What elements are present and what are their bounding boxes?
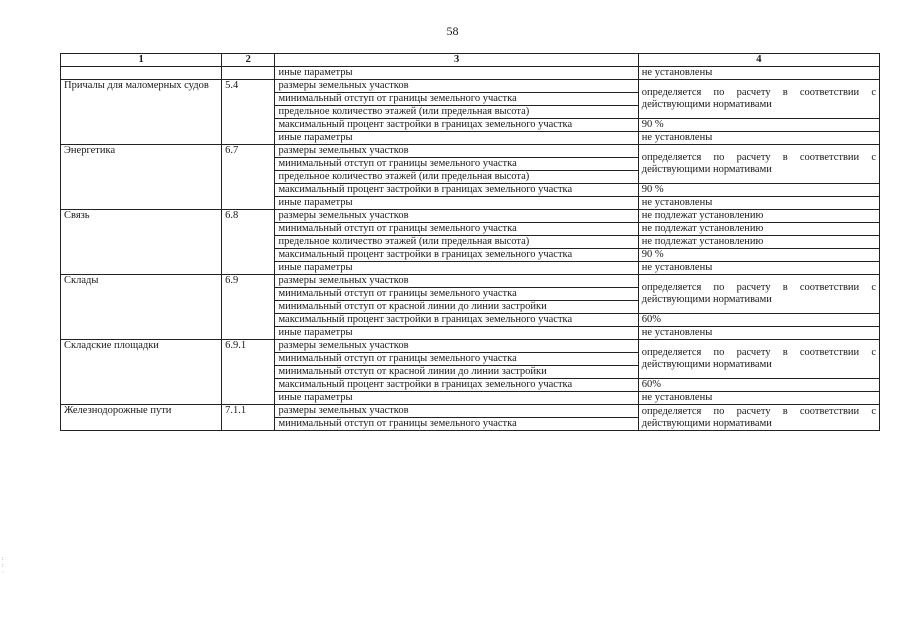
zoning-parameters-table	[60, 53, 880, 431]
margin-mark: : : ·	[2, 556, 4, 576]
page-number: 58	[446, 24, 459, 38]
parameter-name: минимальный отступ от границы земельного участка	[275, 223, 638, 236]
parameter-value: не установлены	[638, 392, 879, 405]
land-use-code: 6.9	[222, 275, 275, 340]
land-use-name: Причалы для маломерных судов	[61, 80, 222, 145]
land-use-code: 6.7	[222, 145, 275, 210]
land-use-code: 6.8	[222, 210, 275, 275]
parameter-value: не подлежат установлению	[638, 210, 879, 223]
parameter-name: максимальный процент застройки в границах земельного участка	[275, 379, 638, 392]
parameter-value: не подлежат установлению	[638, 223, 879, 236]
parameter-name: иные параметры	[275, 262, 638, 275]
column-header-4: 4	[638, 54, 879, 67]
parameter-value: 90 %	[638, 184, 879, 197]
parameter-name: иные параметры	[275, 132, 638, 145]
land-use-name: Железнодорожные пути	[61, 405, 222, 431]
land-use-name	[61, 67, 222, 80]
parameter-value: 90 %	[638, 119, 879, 132]
table-header-row	[61, 54, 880, 67]
parameter-name: максимальный процент застройки в границах земельного участка	[275, 249, 638, 262]
merged-parameter-value: определяется по расчету в соответствии с действующими нормативами	[638, 340, 879, 379]
merged-parameter-value: определяется по расчету в соответствии с действующими нормативами	[638, 80, 879, 119]
parameter-name: размеры земельных участков	[275, 275, 638, 288]
column-header-2: 2	[222, 54, 275, 67]
merged-parameter-value: определяется по расчету в соответствии с действующими нормативами	[638, 405, 879, 431]
parameter-value: не установлены	[638, 67, 879, 80]
parameter-value: не установлены	[638, 262, 879, 275]
table-row	[61, 210, 880, 223]
land-use-name: Складские площадки	[61, 340, 222, 405]
parameter-name: минимальный отступ от красной линии до линии застройки	[275, 366, 638, 379]
parameter-value: не установлены	[638, 197, 879, 210]
parameter-name: иные параметры	[275, 392, 638, 405]
parameter-name: предельное количество этажей (или предельная высота)	[275, 236, 638, 249]
parameter-name: минимальный отступ от границы земельного участка	[275, 158, 638, 171]
parameter-value: не подлежат установлению	[638, 236, 879, 249]
column-header-3: 3	[275, 54, 638, 67]
land-use-code	[222, 67, 275, 80]
parameter-name: минимальный отступ от границы земельного участка	[275, 93, 638, 106]
land-use-code: 5.4	[222, 80, 275, 145]
table-row	[61, 67, 880, 80]
table-body	[61, 67, 880, 431]
parameter-name: предельное количество этажей (или предельная высота)	[275, 106, 638, 119]
parameter-name: размеры земельных участков	[275, 340, 638, 353]
parameter-value: не установлены	[638, 132, 879, 145]
parameter-value: не установлены	[638, 327, 879, 340]
land-use-code: 7.1.1	[222, 405, 275, 431]
table-row	[61, 80, 880, 93]
table-row	[61, 275, 880, 288]
parameter-name: иные параметры	[275, 67, 638, 80]
parameter-name: минимальный отступ от красной линии до линии застройки	[275, 301, 638, 314]
parameter-name: размеры земельных участков	[275, 405, 638, 418]
parameter-name: иные параметры	[275, 197, 638, 210]
land-use-name: Энергетика	[61, 145, 222, 210]
table-row	[61, 340, 880, 353]
parameter-name: размеры земельных участков	[275, 80, 638, 93]
parameter-name: максимальный процент застройки в границах земельного участка	[275, 314, 638, 327]
land-use-name: Склады	[61, 275, 222, 340]
parameter-value: 90 %	[638, 249, 879, 262]
merged-parameter-value: определяется по расчету в соответствии с действующими нормативами	[638, 145, 879, 184]
table-row	[61, 145, 880, 158]
land-use-name: Связь	[61, 210, 222, 275]
land-use-code: 6.9.1	[222, 340, 275, 405]
parameter-value: 60%	[638, 379, 879, 392]
parameter-name: иные параметры	[275, 327, 638, 340]
merged-parameter-value: определяется по расчету в соответствии с действующими нормативами	[638, 275, 879, 314]
parameter-name: предельное количество этажей (или предельная высота)	[275, 171, 638, 184]
parameter-name: максимальный процент застройки в границах земельного участка	[275, 119, 638, 132]
parameter-name: максимальный процент застройки в границах земельного участка	[275, 184, 638, 197]
parameter-name: размеры земельных участков	[275, 210, 638, 223]
table-row	[61, 405, 880, 418]
parameter-name: размеры земельных участков	[275, 145, 638, 158]
parameter-name: минимальный отступ от границы земельного участка	[275, 288, 638, 301]
column-header-1: 1	[61, 54, 222, 67]
parameter-value: 60%	[638, 314, 879, 327]
parameter-name: минимальный отступ от границы земельного участка	[275, 353, 638, 366]
parameter-name: минимальный отступ от границы земельного участка	[275, 418, 638, 431]
